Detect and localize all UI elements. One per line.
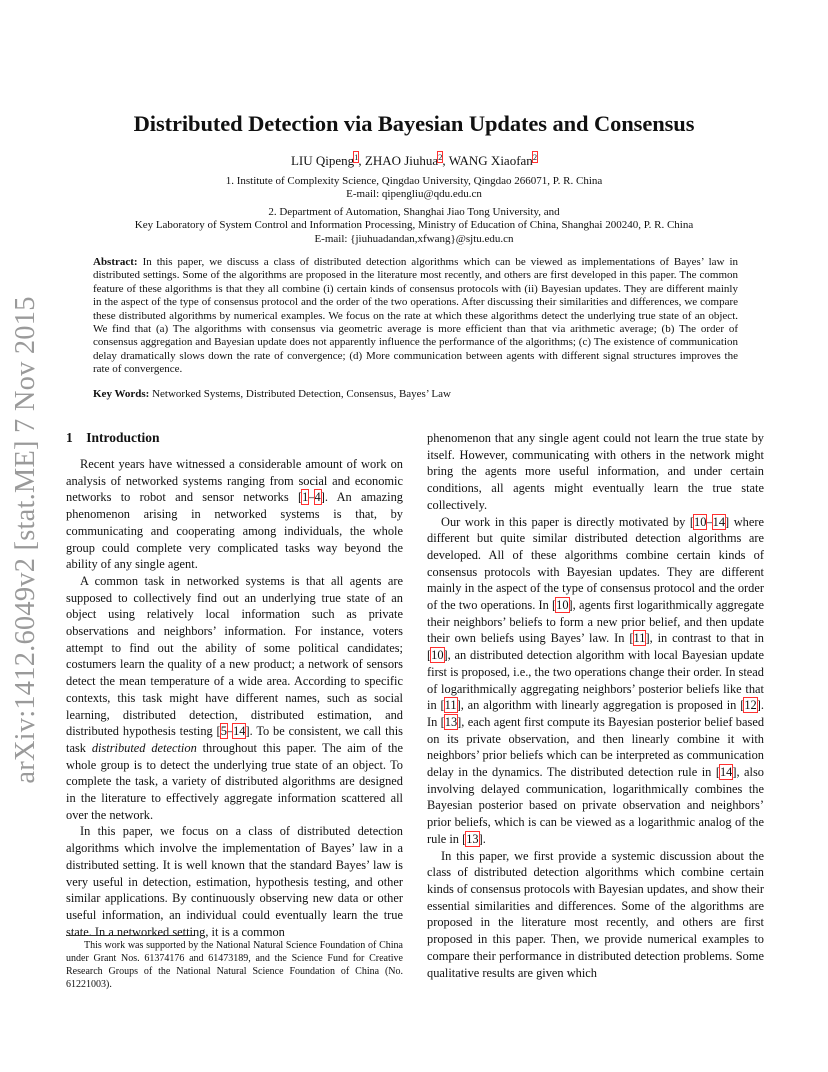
citation-link[interactable]: 11 bbox=[444, 698, 457, 713]
abstract-label: Abstract: bbox=[93, 256, 138, 268]
paragraph: Recent years have witnessed a considerable amount of work on analysis of networked systems ranging from social and economic networks to robot and sensor networks [1–4]. An amazing phenomenon arising in networked systems is that, by communicating and cooperating among individuals, the whole group could complete very complicated tasks way beyond the ability of any single agent. bbox=[66, 457, 403, 572]
citation-link[interactable]: 14 bbox=[712, 514, 726, 529]
citation-link[interactable]: 11 bbox=[633, 631, 646, 646]
affiliation-text: Key Laboratory of System Control and Information Processing, Ministry of Education of China, Shanghai 200240, P. R. China bbox=[134, 219, 694, 232]
author-name: ZHAO Jiuhua bbox=[364, 153, 439, 168]
citation-link[interactable]: 13 bbox=[444, 714, 458, 729]
citation-link[interactable]: 4 bbox=[314, 490, 321, 505]
abstract bbox=[93, 256, 738, 377]
section-title: Introduction bbox=[86, 430, 160, 445]
paragraph: A common task in networked systems is that all agents are supposed to collectively find out an underlying true state of an object using relatively local information such as private observations and neighbors’ information. For instance, voters attempt to find out the ability of some political candidates; costumers learn the quality of a new product; a network of sensors detect the mean temperature of a wide area. According to specific contexts, this task might have different names, such as social learning, distributed detection, distributed estimation, and distributed hypothesis testing [5–14]. To be consistent, we call this task distributed detection throughout this paper. The aim of the whole group is to detect the underlying true state of an object. To complete the task, a variety of distributed algorithms are designed in the literature to effectively aggregate information scattered all over the network. bbox=[66, 573, 403, 822]
affiliation-text: 2. Department of Automation, Shanghai Jiao Tong University, and bbox=[268, 206, 560, 218]
citation-link[interactable]: 13 bbox=[466, 831, 479, 846]
section-number: 1 bbox=[66, 430, 73, 445]
citation-link[interactable]: 12 bbox=[744, 698, 757, 713]
paper-title: Distributed Detection via Bayesian Updates and Consensus bbox=[133, 111, 695, 136]
citation-link[interactable]: 14 bbox=[233, 724, 246, 739]
citation-link[interactable]: 10 bbox=[431, 648, 444, 663]
emphasis: distributed detection bbox=[91, 740, 197, 755]
citation-link[interactable]: 14 bbox=[719, 765, 733, 780]
affiliation-text: 1. Institute of Complexity Science, Qingdao University, Qingdao 266071, P. R. China bbox=[225, 175, 603, 187]
section-heading bbox=[66, 430, 160, 446]
author-name: WANG Xiaofan bbox=[448, 153, 533, 168]
abstract-text: In this paper, we discuss a class of distributed detection algorithms which can be viewed as implementations of Bayes’ law in distributed settings. Some of the algorithms are proposed in the literature most recently, and others are first developed in this paper. The common feature of these algorithms is that they all combine (i) certain kinds of consensus protocols with (ii) Bayesian updates. They are different mainly in the aspect of the type of consensus protocol and the order of the two operations. After discussing their similarities and differences, we compare these distributed algorithms by numerical examples. We focus on the rate at which these algorithms detect the underlying true state of an object. We find that (a) The algorithms with consensus via geometric average is more efficient than that via arithmetic average; (b) The order of consensus aggregation and Bayesian update does not apparently influence the performance of the algorithms; (c) The existence of communication delay dramatically slows down the rate of convergence; (d) More communication between agents with different signal structures improves the rate of convergence. bbox=[93, 256, 739, 376]
paragraph: Our work in this paper is directly motivated by [10–14] where different but quite similar distributed detection algorithms are developed. All of these algorithms combine certain kinds of consensus protocols with Bayesian updates. They are different mainly in the aspect of the type of consensus protocol and the order of the two operations. In [10], agents first logarithmically aggregate their neighbors’ beliefs to form a new prior belief, and then update their own beliefs using Bayes’ law. In [11], in contrast to that in [10], an distributed detection algorithm with local Bayesian update first is proposed, i.e., the two operations change their order. In stead of logarithmically aggregating neighbors’ posterior beliefs like that in [11], an algorithm with linearly aggregation is proposed in [12]. In [13], each agent first compute its Bayesian posterior belief based on its private observation, and then linearly combine it with neighbors’ prior beliefs which can be interpreted as communication delay in the dynamics. The distributed detection rule in [14], also involving delayed communication, logarithmically combines the Bayesian posterior based on private observation and neighbors’ prior beliefs, which is can be viewed as a logarithmic analog of the rule in [13]. bbox=[427, 514, 765, 846]
arxiv-identifier: arXiv:1412.6049v2 [stat.ME] 7 Nov 2015 bbox=[10, 296, 41, 784]
paragraph: In this paper, we focus on a class of distributed detection algorithms which involve the implementation of Bayes’ law in a distributed setting. It is well known that the standard Bayes’ law is very useful in detection, estimation, hypothesis testing, and other similar applications. By continuously observing new data or other useful information, an individual could eventually learn the true state. In a networked setting, it is a common bbox=[66, 824, 403, 939]
paragraph: In this paper, we first provide a systemic discussion about the class of distributed detection algorithms which combine certain kinds of consensus protocols with Bayesian updates, and show their essential similarities and differences. Some of the algorithms are proposed in the literature most recently, and others are first proposed in this paper. Then, we provide numerical examples to compare their performance in distributed detection problems. Some qualitative results are given which bbox=[427, 848, 764, 980]
affiliation-email: E-mail: {jiuhuadandan,xfwang}@sjtu.edu.cn bbox=[314, 232, 514, 245]
affiliation-mark[interactable]: 2 bbox=[438, 151, 443, 162]
arxiv-sidebar-stamp bbox=[4, 262, 48, 818]
footnote-rule bbox=[66, 935, 194, 936]
citation-link[interactable]: 1 bbox=[302, 490, 309, 505]
keywords-label: Key Words: bbox=[93, 388, 150, 400]
citation-link[interactable]: 5 bbox=[220, 724, 227, 739]
author-line: LIU Qipeng$^1$, ZHAO Jiuhua$^2$, WANG Xiaofan$^2$ bbox=[290, 151, 538, 168]
footnote: This work was supported by the National Natural Science Foundation of China under Grant Nos. 61374176 and 61473189, and the Science Fund for Creative Research Groups of the National Natural Science Foundation of China (No. 61221003). bbox=[66, 940, 403, 990]
left-column bbox=[66, 456, 403, 940]
affiliation-2 bbox=[0, 206, 828, 246]
affiliation-1 bbox=[0, 175, 828, 202]
citation-link[interactable]: 10 bbox=[694, 514, 707, 529]
affiliation-mark[interactable]: 2 bbox=[532, 151, 538, 162]
keywords-text: Networked Systems, Distributed Detection, Consensus, Bayes’ Law bbox=[152, 388, 451, 400]
citation-link[interactable]: 10 bbox=[556, 598, 569, 613]
author-name: LIU Qipeng bbox=[290, 153, 355, 168]
keywords bbox=[93, 388, 738, 400]
affiliation-mark[interactable]: 1 bbox=[354, 151, 359, 162]
affiliation-email: E-mail: qipengliu@qdu.edu.cn bbox=[346, 188, 482, 201]
paragraph: phenomenon that any single agent could not learn the true state by itself. However, communicating with others in the network might bring the agents more useful information, and under certain conditions, all agents might eventually learn the true state collectively. bbox=[427, 431, 764, 512]
right-column bbox=[427, 430, 764, 981]
